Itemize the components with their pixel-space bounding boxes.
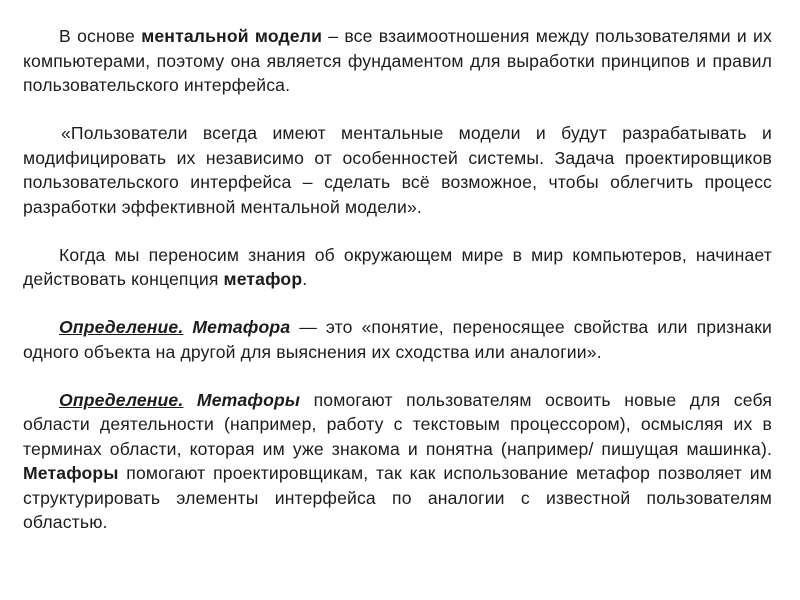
p3-bold-metaphors: метафор (223, 269, 303, 289)
p5-text-middle: помогают пользователям освоить новые для себя области деятельности (например, работу с текстовым процессором), осмысляя их в терминах области, которая им уже знакома и понятна (например/ пишущая машинка). (23, 389, 772, 459)
p3-text-end: . (302, 269, 308, 289)
p5-definition-label: Определение. (59, 389, 184, 410)
paragraph-definition-metaphor (23, 315, 772, 364)
paragraph-quote (23, 121, 772, 219)
paragraph-definition-metaphors (23, 388, 772, 535)
paragraph-metaphor-concept (23, 243, 772, 292)
p1-text-end: – все взаимоотношения между пользователями и их компьютерами, поэтому она является фундаментом для выработки принципов и правил пользовательского интерфейса. (23, 26, 772, 95)
p4-definition-text: — это «понятие, переносящее свойства или признаки одного объекта на другой для выяснения их сходства или аналогии». (23, 317, 773, 362)
p4-definition-label: Определение. (59, 317, 184, 337)
p3-text-start: Когда мы переносим знания об окружающем мире в мир компьютеров, начинает действовать концепция (23, 244, 772, 289)
p5-text-end: помогают проектировщикам, так как использование метафор позволяет им структурировать элементы интерфейса по аналогии с известной пользователям областью. (23, 463, 772, 532)
p5-term: Метафоры (183, 389, 301, 410)
p1-text-start: В основе (59, 26, 142, 46)
p4-term: Метафора (183, 317, 291, 337)
p1-bold-mental-model: ментальной модели (141, 26, 323, 46)
p5-bold-metaphors: Метафоры (23, 463, 119, 483)
p2-quote-text: «Пользователи всегда имеют ментальные модели и будут разрабатывать и модифицировать их независимо от особенностей системы. Задача проектировщиков пользовательского интерфейса – сделать всё возможное, чтобы облегчить процесс разработки эффективной ментальной модели». (23, 123, 772, 217)
paragraph-mental-model (23, 24, 772, 98)
